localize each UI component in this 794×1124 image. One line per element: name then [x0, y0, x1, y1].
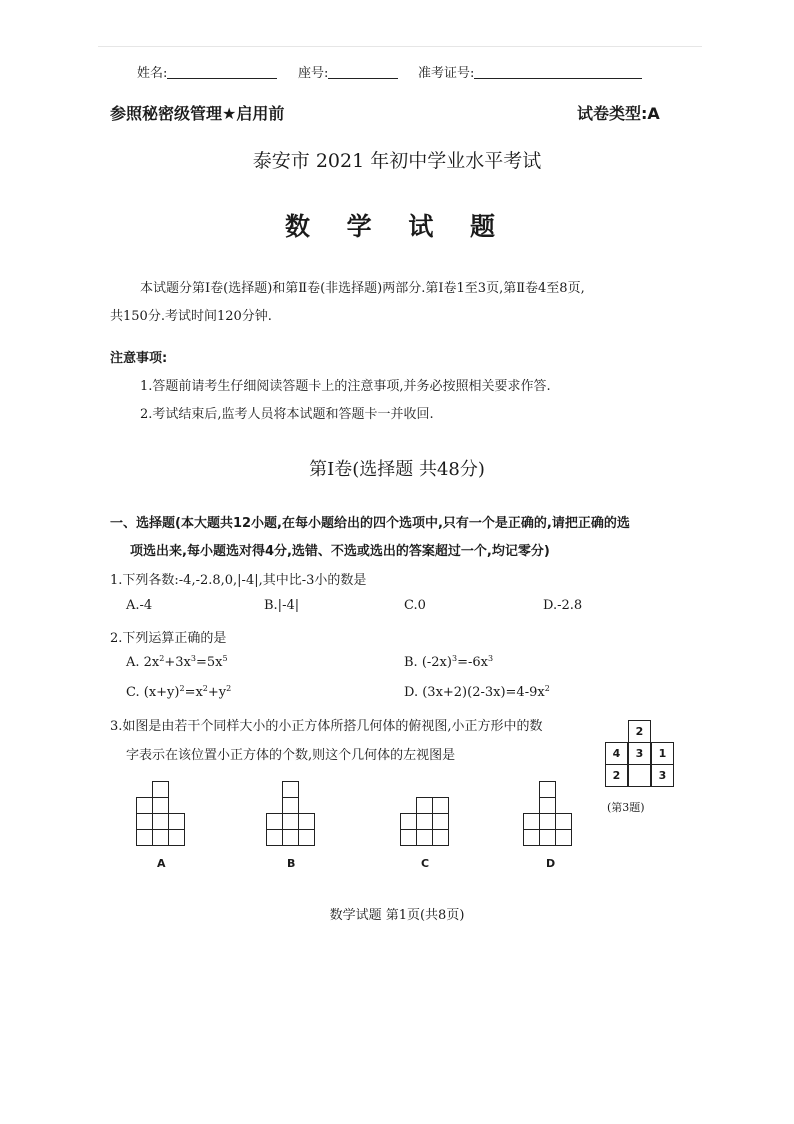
option-a-label: A: [157, 857, 166, 870]
q2-c-exp3: 2: [226, 684, 232, 693]
cube-square: [400, 829, 417, 846]
q2-a-part1: A. 2x: [126, 655, 160, 670]
intro-line-2: 共150分.考试时间120分钟.: [110, 309, 272, 324]
q1-option-b: B.|-4|: [264, 598, 300, 613]
ticket-blank[interactable]: [474, 78, 642, 79]
top-view-cell: 3: [651, 764, 674, 787]
paper-type: 试卷类型:A: [577, 104, 660, 123]
page-footer: 数学试题 第1页(共8页): [329, 908, 465, 923]
top-rule: [98, 46, 702, 47]
q2-option-b: [404, 655, 493, 670]
q2-option-a: [126, 655, 228, 670]
notes-heading: 注意事项:: [110, 351, 168, 366]
seat-label: 座号:: [298, 66, 329, 81]
cube-square: [152, 781, 169, 798]
cube-square: [416, 829, 433, 846]
q2-d-part1: D. (3x+2)(2-3x)=4-9x: [404, 685, 545, 700]
cube-square: [152, 797, 169, 814]
q3-stem-line-1: 3.如图是由若干个同样大小的小正方体所搭几何体的俯视图,小正方形中的数: [110, 719, 543, 734]
note-item-1: 1.答题前请考生仔细阅读答题卡上的注意事项,并务必按照相关要求作答.: [140, 379, 551, 394]
ticket-field[interactable]: [418, 62, 642, 81]
cube-square: [136, 813, 153, 830]
cube-square: [282, 829, 299, 846]
q2-a-exp3: 5: [222, 654, 228, 663]
figure-caption: (第3题): [607, 801, 645, 814]
secret-notice: 参照秘密级管理★启用前: [110, 104, 285, 123]
cube-square: [416, 797, 433, 814]
cube-square: [282, 813, 299, 830]
option-c-figure[interactable]: [400, 797, 452, 851]
cube-square: [168, 813, 185, 830]
top-view-cell-empty: [628, 764, 651, 787]
seat-blank[interactable]: [328, 78, 398, 79]
q2-c-part1: C. (x+y): [126, 685, 180, 700]
top-view-cell: 3: [628, 742, 651, 765]
cube-square: [400, 813, 417, 830]
q2-c-part3: +y: [207, 685, 227, 700]
cube-square: [298, 813, 315, 830]
option-d-label: D: [546, 857, 556, 870]
cube-square: [136, 829, 153, 846]
name-blank[interactable]: [167, 78, 277, 79]
cube-square: [266, 829, 283, 846]
cube-square: [432, 829, 449, 846]
name-label: 姓名:: [137, 66, 168, 81]
q2-b-part1: B. (-2x): [404, 655, 452, 670]
q2-d-exp1: 2: [544, 684, 550, 693]
top-view-cell: 1: [651, 742, 674, 765]
q2-a-exp2: 3: [190, 654, 196, 663]
cube-square: [539, 813, 556, 830]
q2-option-d: [404, 685, 550, 700]
q1-option-a: A.-4: [126, 598, 153, 613]
q2-a-part2: +3x: [164, 655, 191, 670]
cube-square: [152, 813, 169, 830]
exam-title: 泰安市 2021 年初中学业水平考试: [252, 150, 542, 172]
q2-a-part3: =5x: [195, 655, 223, 670]
cube-square: [282, 781, 299, 798]
cube-square: [555, 829, 572, 846]
section1-line-1: 一、选择题(本大题共12小题,在每小题给出的四个选项中,只有一个是正确的,请把正确的选: [110, 516, 630, 531]
cube-square: [523, 829, 540, 846]
cube-square: [432, 797, 449, 814]
cube-square: [136, 797, 153, 814]
cube-square: [555, 813, 572, 830]
name-field[interactable]: [137, 62, 277, 81]
q2-stem: 2.下列运算正确的是: [110, 631, 227, 646]
cube-square: [168, 829, 185, 846]
q2-a-exp1: 2: [159, 654, 165, 663]
option-a-figure[interactable]: [136, 781, 188, 851]
top-view-cell: 2: [628, 720, 651, 743]
q2-c-exp2: 2: [202, 684, 208, 693]
cube-square: [539, 829, 556, 846]
q1-option-d: D.-2.8: [543, 598, 583, 613]
cube-square: [523, 813, 540, 830]
cube-square: [539, 797, 556, 814]
cube-square: [416, 813, 433, 830]
seat-field[interactable]: [298, 62, 398, 81]
cube-square: [298, 829, 315, 846]
q1-stem: 1.下列各数:-4,-2.8,0,|-4|,其中比-3小的数是: [110, 573, 367, 588]
q2-b-part2: =-6x: [457, 655, 488, 670]
top-view-cell: 4: [605, 742, 628, 765]
section1-line-2: 项选出来,每小题选对得4分,选错、不选或选出的答案超过一个,均记零分): [130, 544, 550, 559]
q2-c-part2: =x: [184, 685, 203, 700]
q2-option-c: [126, 685, 231, 700]
q1-option-c: C.0: [404, 598, 426, 613]
top-view-cell: 2: [605, 764, 628, 787]
cube-square: [152, 829, 169, 846]
option-b-label: B: [287, 857, 296, 870]
ticket-label: 准考证号:: [418, 66, 475, 81]
subject-title: 数 学 试 题: [284, 212, 510, 241]
q2-c-exp1: 2: [179, 684, 185, 693]
option-c-label: C: [421, 857, 430, 870]
part1-title: 第Ⅰ卷(选择题 共48分): [309, 459, 485, 480]
intro-line-1: 本试题分第Ⅰ卷(选择题)和第Ⅱ卷(非选择题)两部分.第Ⅰ卷1至3页,第Ⅱ卷4至8页,: [140, 281, 585, 296]
cube-square: [266, 813, 283, 830]
note-item-2: 2.考试结束后,监考人员将本试题和答题卡一并收回.: [140, 407, 434, 422]
cube-square: [282, 797, 299, 814]
q3-stem-line-2: 字表示在该位置小正方体的个数,则这个几何体的左视图是: [126, 748, 456, 763]
option-b-figure[interactable]: [266, 781, 318, 851]
q2-b-exp2: 3: [487, 654, 494, 663]
cube-square: [539, 781, 556, 798]
option-d-figure[interactable]: [523, 781, 575, 851]
q2-b-exp1: 3: [451, 654, 458, 663]
cube-square: [432, 813, 449, 830]
